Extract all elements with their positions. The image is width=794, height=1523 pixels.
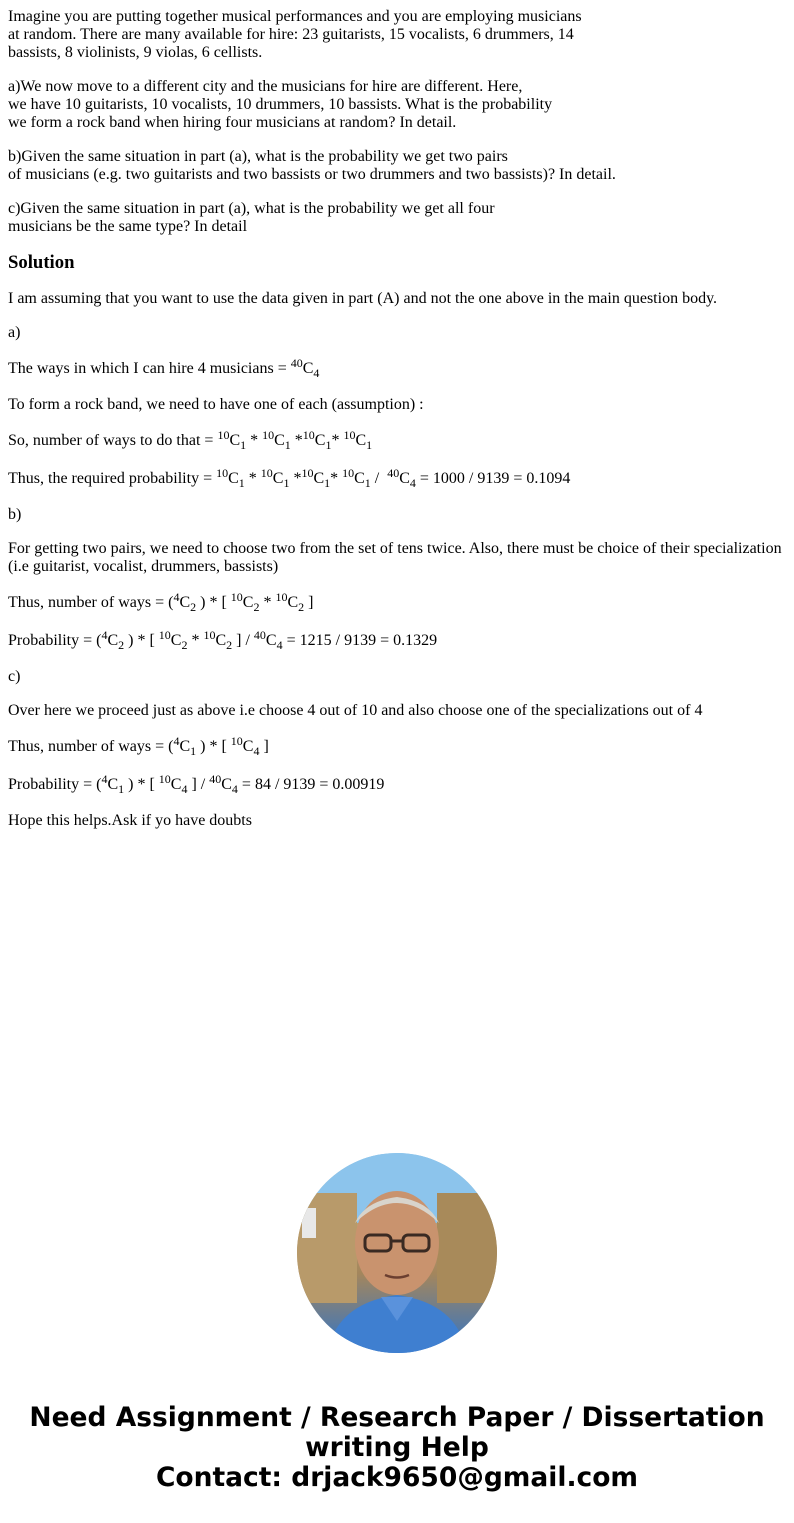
footer-line: Need Assignment / Research Paper / Dissertation xyxy=(29,1402,765,1433)
rock-band-ways-equation: So, number of ways to do that = $^{10}C_1 * ^{10}C_1$ $*^{10}C_1*$ $^{10}C_1$ xyxy=(8,428,373,452)
intro-line: at random. There are many available for hire: 23 guitarists, 15 vocalists, 6 drummers, 14 xyxy=(8,26,574,43)
two-pairs-probability: Probability = ($^4C_2$ ) * [ $^{10}C_2 * ^{10}C_2$ ] / $^{40}C_4 = 1215 / 9139 = 0.1329$ xyxy=(8,628,438,652)
question-part-b xyxy=(8,148,788,184)
same-type-ways-equation: Thus, number of ways = ($^4C_1$ ) * [ $^{10}C_4$ ] xyxy=(8,734,269,758)
question-part-a xyxy=(8,78,788,132)
question-intro xyxy=(8,8,788,62)
intro-line: bassists, 8 violinists, 9 violas, 6 cellists. xyxy=(8,44,263,61)
part-c-line: c)Given the same situation in part (a), what is the probability we get all four xyxy=(8,200,495,217)
closing-text: Hope this helps.Ask if yo have doubts xyxy=(8,812,252,829)
assumption-text: I am assuming that you want to use the data given in part (A) and not the one above in the main question body. xyxy=(8,290,718,307)
part-b-line: of musicians (e.g. two guitarists and two bassists or two drummers and two bassists)? In detail. xyxy=(8,166,616,183)
part-a-line: we have 10 guitarists, 10 vocalists, 10 drummers, 10 bassists. What is the probability xyxy=(8,96,553,113)
intro-line: Imagine you are putting together musical performances and you are employing musicians xyxy=(8,8,582,25)
footer-banner xyxy=(0,1403,794,1493)
question-part-c xyxy=(8,200,788,236)
part-a-line: we form a rock band when hiring four musicians at random? In detail. xyxy=(8,114,457,131)
part-b-label: b) xyxy=(8,506,22,523)
same-type-explanation: Over here we proceed just as above i.e choose 4 out of 10 and also choose one of the specializations out of 4 xyxy=(8,702,703,719)
total-ways-equation: The ways in which I can hire 4 musicians = $^{40}C_4$ xyxy=(8,356,320,380)
solution-heading: Solution xyxy=(8,252,75,273)
part-c-line: musicians be the same type? In detail xyxy=(8,218,248,235)
part-b-line: b)Given the same situation in part (a), what is the probability we get two pairs xyxy=(8,148,508,165)
same-type-probability: Probability = ($^4C_1$ ) * [ $^{10}C_4$ ] / $^{40}C_4 = 84 / 9139 = 0.00919$ xyxy=(8,772,385,796)
rock-band-text: To form a rock band, we need to have one of each (assumption) : xyxy=(8,396,424,413)
document-body xyxy=(8,8,788,846)
part-a-line: a)We now move to a different city and the musicians for hire are different. Here, xyxy=(8,78,523,95)
tutor-portrait-icon xyxy=(297,1153,497,1353)
part-a-label: a) xyxy=(8,324,21,341)
footer-line: writing Help xyxy=(305,1432,489,1463)
part-c-label: c) xyxy=(8,668,21,685)
tutor-avatar xyxy=(297,1153,497,1353)
contact-line: Contact: drjack9650@gmail.com xyxy=(155,1462,639,1493)
rock-band-probability: Thus, the required probability = $^{10}C_1 * ^{10}C_1$ $*^{10}C_1*$ $^{10}C_1 / ^{40}C_4 = 1000 / 9139 = 0.1094$ xyxy=(8,466,571,490)
two-pairs-explanation: For getting two pairs, we need to choose two from the set of tens twice. Also, there must be choice of their specialization (i.e guitarist, vocalist, drummers, bassists) xyxy=(8,540,782,575)
two-pairs-ways-equation: Thus, number of ways = ($^4C_2$ ) * [ $^{10}C_2 * ^{10}C_2$ ] xyxy=(8,590,314,614)
